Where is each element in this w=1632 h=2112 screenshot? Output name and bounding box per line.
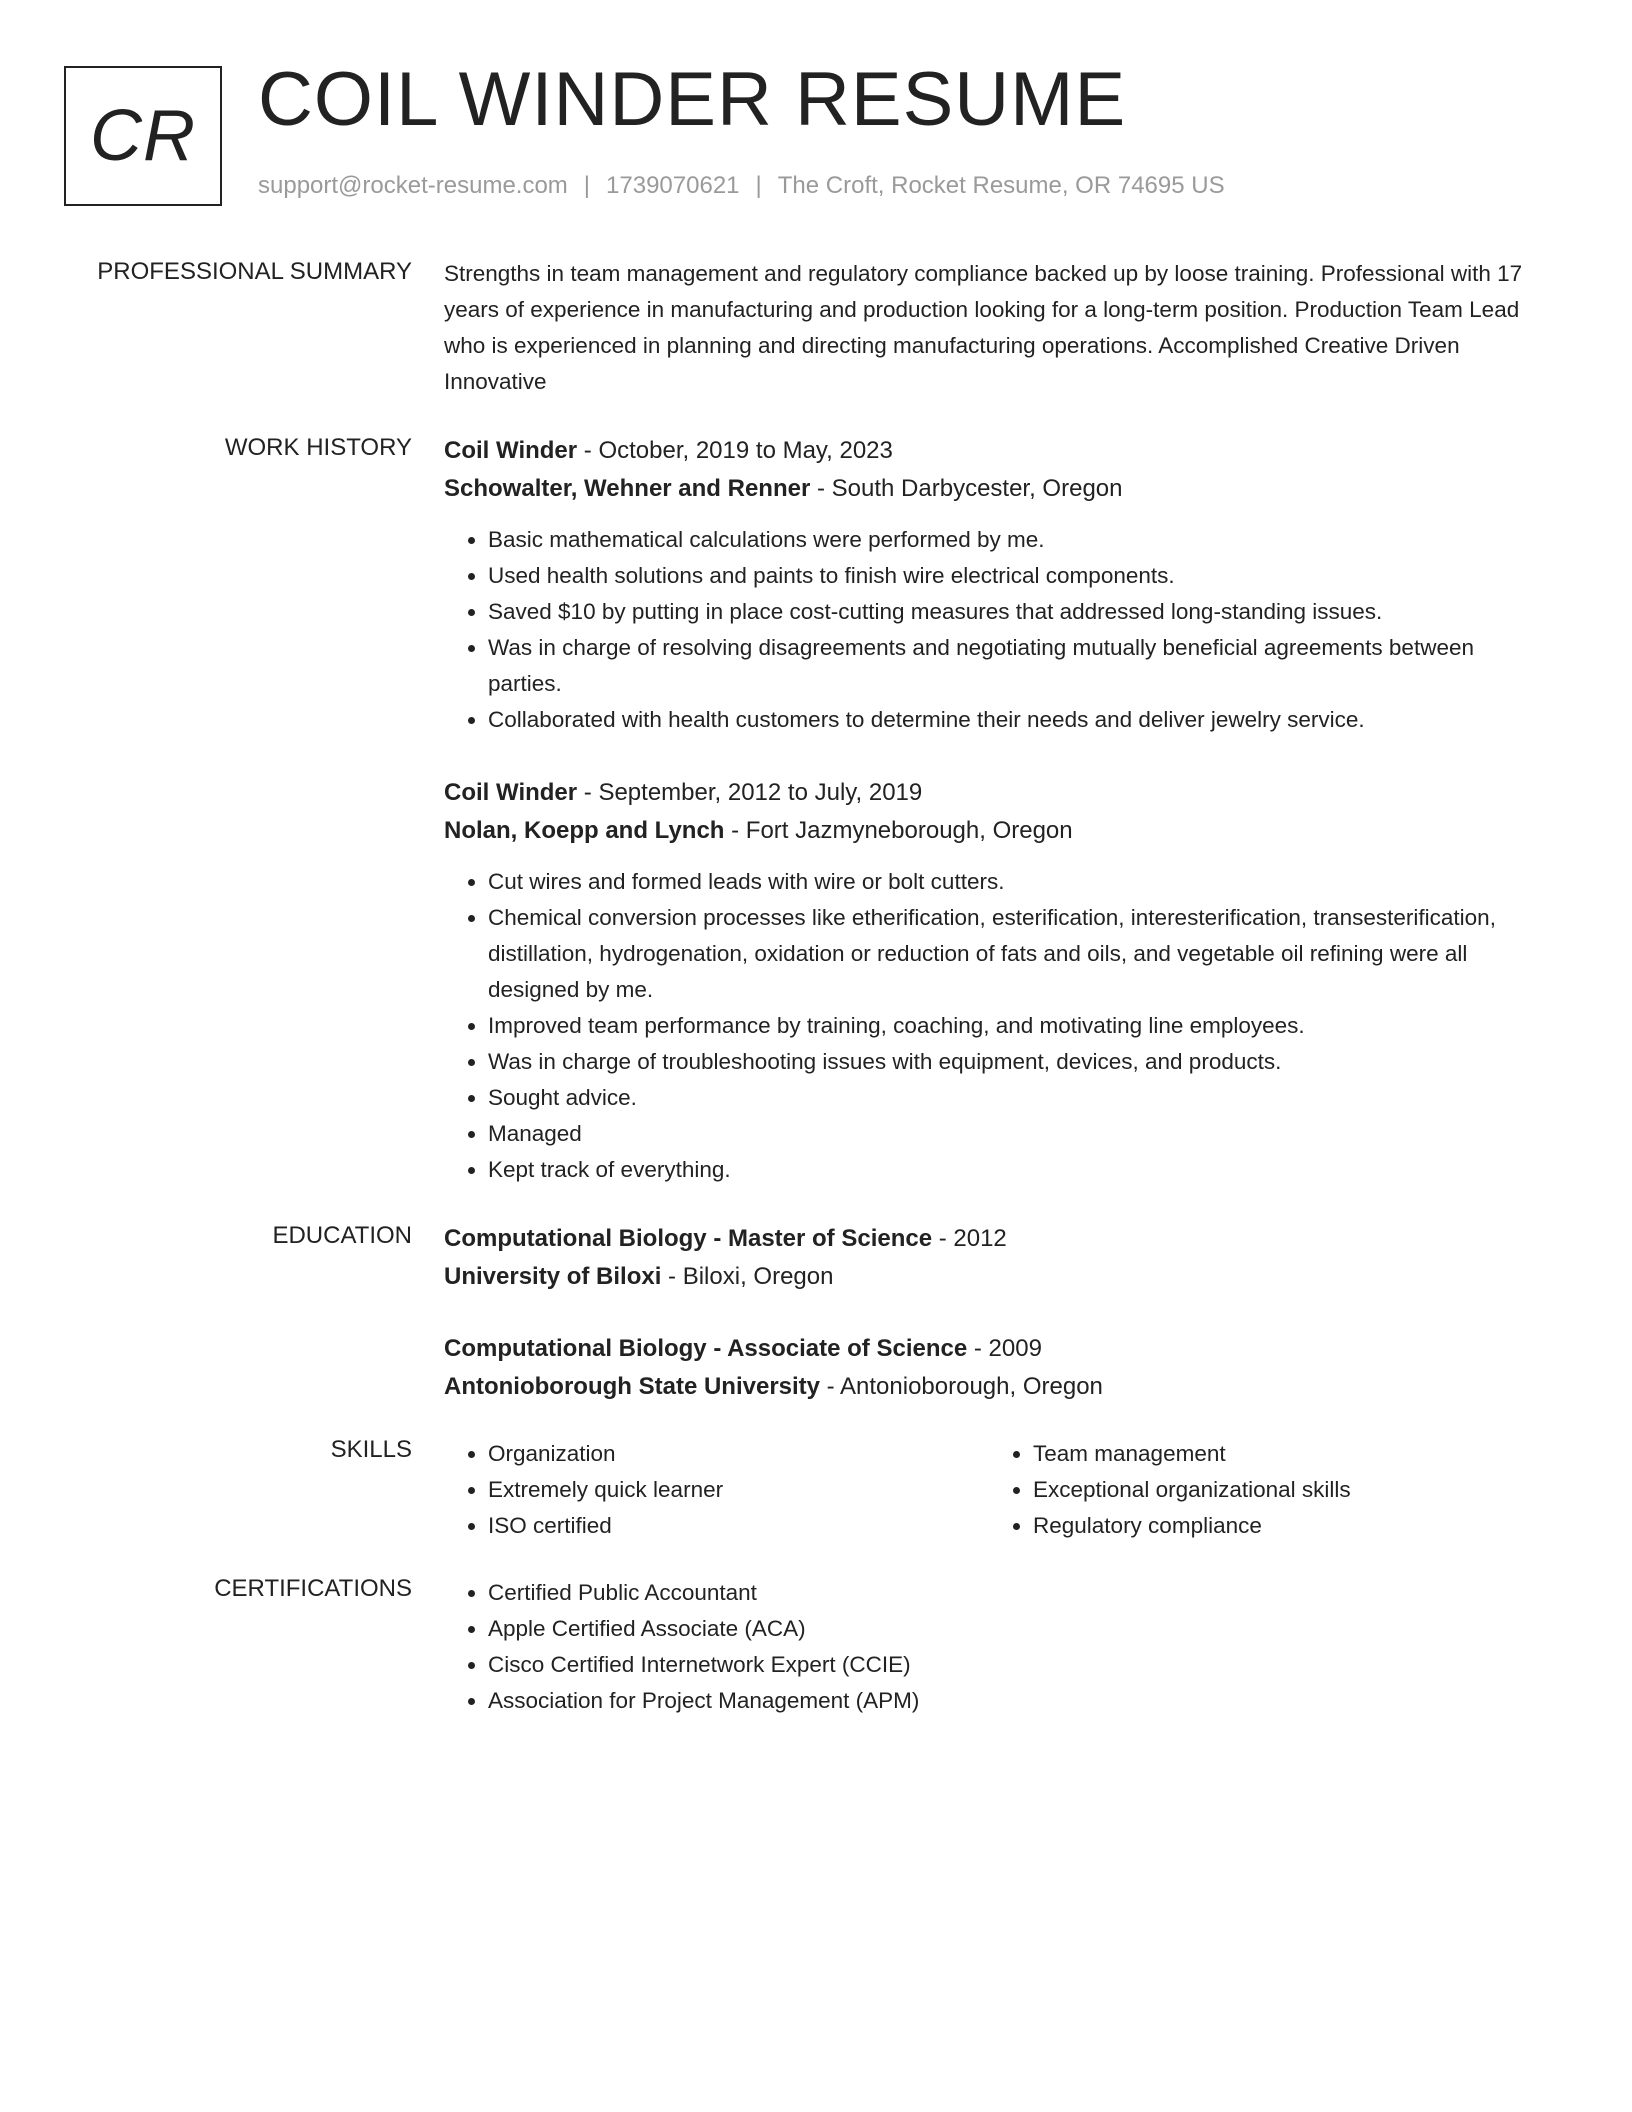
job-title: Coil Winder xyxy=(444,437,578,464)
certifications-body xyxy=(444,1575,1554,1719)
job-location: - Fort Jazmyneborough, Oregon xyxy=(724,817,1073,844)
school-line xyxy=(444,1368,1554,1406)
contact-address: The Croft, Rocket Resume, OR 74695 US xyxy=(777,172,1225,199)
education-entry xyxy=(444,1330,1554,1406)
certification-item: • Apple Certified Associate (ACA) xyxy=(488,1611,1554,1647)
school-location: - Biloxi, Oregon xyxy=(661,1263,834,1290)
resume-title: COIL WINDER RESUME xyxy=(258,57,1127,142)
certification-item: • Association for Project Management (APM) xyxy=(488,1683,1554,1719)
summary-text: Strengths in team management and regulatory compliance backed up by loose training. Professional with 17 years of experience in manufacturing and production looking for a long-term position. Production Team Lead who is experienced in planning and directing manufacturing operations. Accomplished Creative Driven Innovative xyxy=(444,261,1523,394)
job-bullet: • Kept track of everything. xyxy=(488,1152,1554,1188)
job-bullet: • Sought advice. xyxy=(488,1080,1554,1116)
job-bullet: • Cut wires and formed leads with wire or bolt cutters. xyxy=(488,864,1554,900)
skill-item: • ISO certified xyxy=(488,1508,989,1544)
job-bullet: • Was in charge of resolving disagreements and negotiating mutually beneficial agreements between parties. xyxy=(488,630,1554,702)
education-entry xyxy=(444,1220,1554,1296)
work-history-body xyxy=(444,432,1554,1224)
contact-email[interactable]: support@rocket-resume.com xyxy=(258,172,568,199)
school-name: University of Biloxi xyxy=(444,1263,662,1290)
job-location: - South Darbycester, Oregon xyxy=(810,475,1123,502)
job-entry xyxy=(444,432,1554,738)
skills-body xyxy=(444,1436,1554,1544)
job-title-line xyxy=(444,774,1554,812)
contact-phone[interactable]: 1739070621 xyxy=(606,172,740,199)
school-line xyxy=(444,1258,1554,1296)
education-body xyxy=(444,1220,1554,1440)
school-name: Antonioborough State University xyxy=(444,1373,821,1400)
job-entry xyxy=(444,774,1554,1188)
certification-item: • Certified Public Accountant xyxy=(488,1575,1554,1611)
contact-separator: | xyxy=(583,172,591,199)
contact-line xyxy=(258,172,1225,200)
job-bullet: • Used health solutions and paints to finish wire electrical components. xyxy=(488,558,1554,594)
degree-year: - 2009 xyxy=(967,1335,1042,1362)
skill-item: • Team management xyxy=(1033,1436,1534,1472)
job-title: Coil Winder xyxy=(444,779,578,806)
skills-list-right xyxy=(989,1436,1534,1544)
job-bullets xyxy=(444,522,1554,738)
contact-separator: | xyxy=(755,172,762,199)
section-label-summary: PROFESSIONAL SUMMARY xyxy=(97,258,412,285)
job-bullet: • Was in charge of troubleshooting issues with equipment, devices, and products. xyxy=(488,1044,1554,1080)
school-location: - Antonioborough, Oregon xyxy=(820,1373,1103,1400)
job-bullets xyxy=(444,864,1554,1188)
job-dates: - September, 2012 to July, 2019 xyxy=(577,779,923,806)
section-label-work-history: WORK HISTORY xyxy=(224,434,412,461)
skill-item: • Exceptional organizational skills xyxy=(1033,1472,1534,1508)
skills-list-left xyxy=(444,1436,989,1544)
section-label-education: EDUCATION xyxy=(272,1222,412,1249)
skill-item: • Extremely quick learner xyxy=(488,1472,989,1508)
certification-item: • Cisco Certified Internetwork Expert (CCIE) xyxy=(488,1647,1554,1683)
section-label-certifications: CERTIFICATIONS xyxy=(214,1575,412,1602)
certifications-list xyxy=(444,1575,1554,1719)
job-bullet: • Basic mathematical calculations were performed by me. xyxy=(488,522,1554,558)
skills-grid xyxy=(444,1436,1554,1544)
skill-item: • Regulatory compliance xyxy=(1033,1508,1534,1544)
degree-name: Computational Biology - Associate of Science xyxy=(444,1335,968,1362)
job-employer-line xyxy=(444,812,1554,850)
degree-year: - 2012 xyxy=(932,1225,1007,1252)
job-bullet: • Improved team performance by training, coaching, and motivating line employees. xyxy=(488,1008,1554,1044)
job-bullet: • Chemical conversion processes like etherification, esterification, interesterification, transesterification, distillation, hydrogenation, oxidation or reduction of fats and oils, and vegetable oil refining were all designed by me. xyxy=(488,900,1554,1008)
job-title-line xyxy=(444,432,1554,470)
job-bullet: • Saved $10 by putting in place cost-cutting measures that addressed long-standing issues. xyxy=(488,594,1554,630)
job-dates: - October, 2019 to May, 2023 xyxy=(577,437,893,464)
skill-item: • Organization xyxy=(488,1436,989,1472)
monogram-logo xyxy=(64,66,222,206)
job-bullet: • Collaborated with health customers to determine their needs and deliver jewelry service. xyxy=(488,702,1554,738)
degree-line xyxy=(444,1330,1554,1368)
degree-line xyxy=(444,1220,1554,1258)
job-employer: Nolan, Koepp and Lynch xyxy=(444,817,725,844)
job-employer-line xyxy=(444,470,1554,508)
job-bullet: • Managed xyxy=(488,1116,1554,1152)
monogram-text: CR xyxy=(90,96,196,176)
section-label-skills: SKILLS xyxy=(330,1436,412,1463)
degree-name: Computational Biology - Master of Science xyxy=(444,1225,933,1252)
job-employer: Schowalter, Wehner and Renner xyxy=(444,475,811,502)
summary-body xyxy=(444,256,1554,400)
